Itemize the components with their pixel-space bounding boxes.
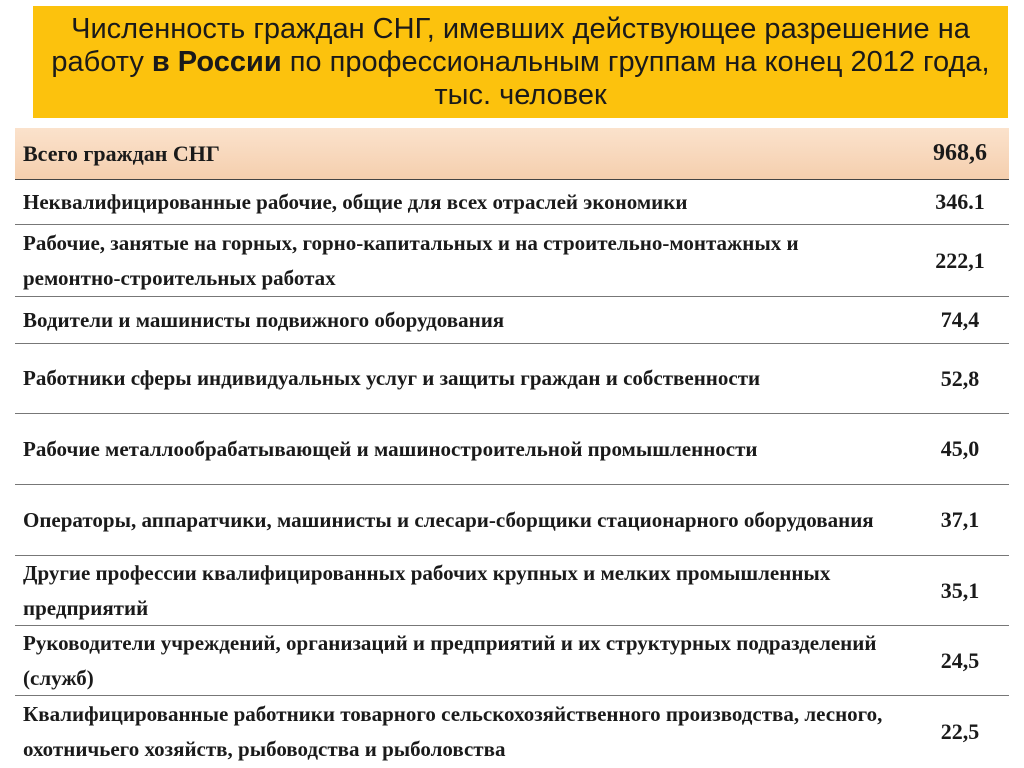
row-label: Руководители учреждений, организаций и предприятий и их структурных подразделений (служб) (23, 630, 877, 690)
table-row (15, 626, 1009, 696)
row-label: Неквалифицированные рабочие, общие для всех отраслей экономики (23, 189, 688, 214)
row-value: 22,5 (940, 719, 980, 744)
row-value: 74,4 (940, 307, 980, 332)
title-banner (33, 6, 1008, 118)
row-value: 52,8 (940, 365, 980, 391)
title-bold-part: в России (151, 45, 282, 78)
table-row (15, 180, 1009, 225)
page-title (41, 13, 1001, 112)
row-label: Водители и машинисты подвижного оборудования (23, 307, 505, 332)
table-row (15, 696, 1009, 768)
table-total-row (15, 128, 1009, 180)
row-value: 37,1 (940, 507, 980, 532)
table-row (15, 297, 1009, 344)
title-part-2: по профессиональным группам на конец 2012 года, тыс. человек (281, 45, 990, 111)
total-value: 968,6 (933, 140, 987, 166)
row-value: 346.1 (935, 189, 985, 214)
table-row (15, 225, 1009, 297)
table-row (15, 414, 1009, 485)
table-row (15, 556, 1009, 626)
row-label: Рабочие, занятые на горных, горно-капитальных и на строительно-монтажных и ремонтно-строительных работах (23, 230, 799, 290)
row-label: Операторы, аппаратчики, машинисты и слесари-сборщики стационарного оборудования (23, 507, 874, 532)
row-value: 35,1 (940, 577, 980, 603)
row-label: Работники сферы индивидуальных услуг и защиты граждан и собственности (23, 366, 761, 390)
row-label: Квалифицированные работники товарного сельскохозяйственного производства, лесного, охотничьего хозяйств, рыбоводства и рыболовства (23, 702, 883, 761)
row-value: 222,1 (935, 247, 985, 273)
total-label: Всего граждан СНГ (23, 141, 220, 166)
table-row (15, 344, 1009, 414)
table-row (15, 485, 1009, 556)
row-label: Другие профессии квалифицированных рабочих крупных и мелких промышленных предприятий (23, 560, 831, 620)
title-part-1: Численность граждан СНГ, имевших действующее разрешение на работу (51, 12, 970, 78)
row-label: Рабочие металлообрабатывающей и машиностроительной промышленности (23, 436, 758, 461)
profession-table (15, 128, 1009, 768)
row-value: 24,5 (940, 647, 980, 673)
row-value: 45,0 (940, 436, 980, 461)
